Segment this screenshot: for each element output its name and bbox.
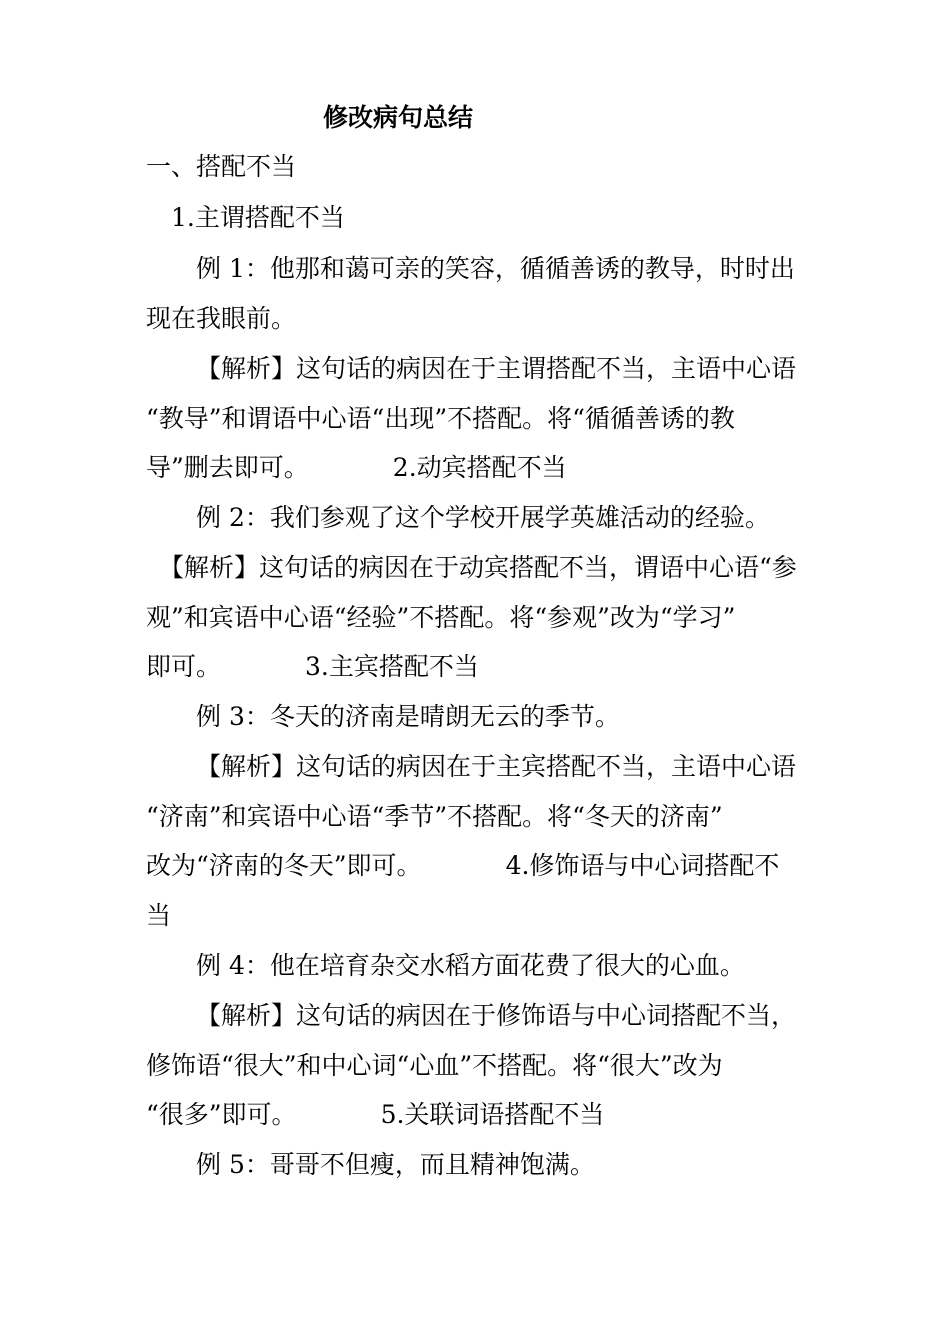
analysis-3-line-3: [146, 849, 779, 883]
analysis-4-line-2: 修饰语“很大”和中心词“心血”不搭配。将“很大”改为: [146, 1051, 723, 1080]
analysis-4-line-3: [146, 1098, 604, 1132]
subheading-4: 4.修饰语与中心词搭配不: [505, 851, 780, 880]
section-heading: 一、搭配不当: [146, 152, 297, 181]
analysis-3-line-2: “济南”和宾语中心语“季节”不搭配。将“冬天的济南”: [146, 802, 723, 831]
example-1-line-1: 例 1：他那和蔼可亲的笑容，循循善诱的教导，时时出: [196, 254, 795, 283]
example-4: 例 4：他在培育杂交水稻方面花费了很大的心血。: [196, 951, 745, 980]
example-5: 例 5：哥哥不但瘦，而且精神饱满。: [196, 1150, 595, 1179]
example-2: 例 2：我们参观了这个学校开展学英雄活动的经验。: [196, 503, 770, 532]
subheading-5: 5.关联词语搭配不当: [380, 1100, 605, 1129]
analysis-2-line-1: 【解析】这句话的病因在于动宾搭配不当，谓语中心语“参: [159, 553, 797, 582]
example-1-line-2: 现在我眼前。: [146, 304, 297, 333]
subheading-2: 2.动宾搭配不当: [392, 453, 567, 482]
analysis-3-text: 改为“济南的冬天”即可。: [146, 851, 422, 880]
analysis-1-line-1: 【解析】这句话的病因在于主谓搭配不当，主语中心语: [196, 354, 797, 383]
page-title: 修改病句总结: [323, 103, 474, 132]
analysis-2-text: 即可。: [146, 652, 222, 681]
subheading-1: 1.主谓搭配不当: [171, 203, 345, 232]
analysis-3-line-1: 【解析】这句话的病因在于主宾搭配不当，主语中心语: [196, 752, 797, 781]
analysis-2-line-3: [146, 650, 479, 684]
analysis-1-text: 导”删去即可。: [146, 453, 309, 482]
analysis-4-line-1: 【解析】这句话的病因在于修饰语与中心词搭配不当，: [196, 1001, 797, 1030]
analysis-1-line-2: “教导”和谓语中心语“出现”不搭配。将“循循善诱的教: [146, 404, 735, 433]
analysis-4-text: “很多”即可。: [146, 1100, 297, 1129]
subheading-3: 3.主宾搭配不当: [305, 652, 479, 681]
subheading-4-continued: 当: [146, 901, 172, 930]
analysis-2-line-2: 观”和宾语中心语“经验”不搭配。将“参观”改为“学习”: [146, 603, 736, 632]
example-3: 例 3：冬天的济南是晴朗无云的季节。: [196, 702, 620, 731]
analysis-1-line-3: [146, 451, 567, 485]
